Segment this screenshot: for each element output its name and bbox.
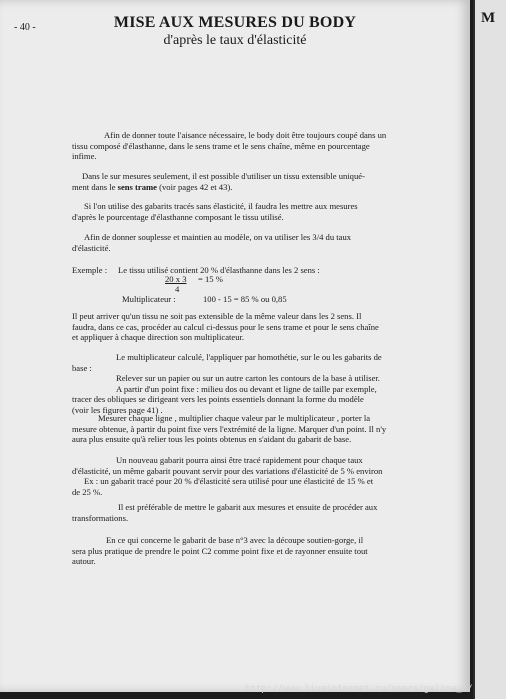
paragraph-gabarit-base-3: En ce qui concerne le gabarit de base n°3 avec la découpe soutien-gorge, il sera plus pratique de prendre le point C2 comme point fixe et de rayonner ensuite tout autour. [72,535,368,567]
adjacent-page-edge [473,0,506,699]
page-number: - 40 - [14,22,36,33]
multiplier-value: 100 - 15 = 85 % ou 0,85 [203,294,287,304]
example-label: Exemple : [72,265,108,275]
paragraph-sur-mesures: Dans le sur mesures seulement, il est possible d'utiliser un tissu extensible uniqué- ment dans le sens trame (voir pages 42 et 43). [72,171,365,192]
paragraph-preferable: Il est préférable de mettre le gabarit aux mesures et ensuite de procéder aux transformations. [72,502,378,523]
paragraph-souplesse: Afin de donner souplesse et maintien au modèle, on va utiliser les 3/4 du taux d'élasticité. [72,232,352,253]
fraction-denominator: 4 [175,284,180,294]
paragraph-homothetie: Le multiplicateur calculé, l'appliquer par homothétie, sur le ou les gabarits de base : [72,352,382,373]
paragraph-gabarits: Si l'on utilise des gabarits tracés sans élasticité, il faudra les mettre aux mesures d'après le pourcentage d'élasthanne composant le tissu utilisé. [72,201,358,222]
sens-trame-emphasis: sens trame [117,181,157,192]
multiplier-label: Multiplicateur : [122,294,176,304]
fraction-result: = 15 % [198,274,223,284]
page-subtitle: d'après le taux d'élasticité [163,33,307,48]
paragraph-deux-sens: Il peut arriver qu'un tissu ne soit pas extensible de la même valeur dans les 2 sens. Il faudra, dans ce cas, procéder au calcul ci-dessus pour le sens trame et pour le sens chaîne et appliquer à chaque direction son multiplicateur. [72,311,379,343]
page-title: MISE AUX MESURES DU BODY [113,14,357,31]
example-line: Le tissu utilisé contient 20 % d'élasthanne dans les 2 sens : [118,265,320,275]
watermark-url: http://www.liveinternet.ru/users/galina_o/ [245,684,473,694]
next-page-letter: M [481,10,496,26]
paragraph-mesurer: Mesurer chaque ligne , multiplier chaque valeur par le multiplicateur , porter la mesure obtenue, à partir du point fixe vers l'extrémité de la ligne. Marquer d'un point. Il n'y aura plus ensuite qu'à relier tous les points obtenus en s'aidant du gabarit de base. [72,413,387,445]
fraction-numerator: 20 x 3 [165,274,187,284]
paragraph-relever: Relever sur un papier ou sur un autre carton les contours de la base à utiliser. A partir d'un point fixe : milieu dos ou devant et ligne de taille par exemple, tracer des obliques se dirigeant vers les points essentiels donnant la forme du modèle (voir les figures page 41) . [72,373,380,415]
paragraph-nouveau-gabarit: Un nouveau gabarit pourra ainsi être tracé rapidement pour chaque taux d'élasticité, un même gabarit pouvant servir pour des variations d'élasticité de 5 % environ Ex : un gabarit tracé pour 20 % d'élasticité sera utilisé pour une élasticité de 15 % et de 25 %. [72,455,383,497]
paragraph-intro: Afin de donner toute l'aisance nécessaire, le body doit être toujours coupé dans un tissu composé d'élasthanne, dans le sens trame et le sens chaîne, même en pourcentage infime. [72,130,387,162]
